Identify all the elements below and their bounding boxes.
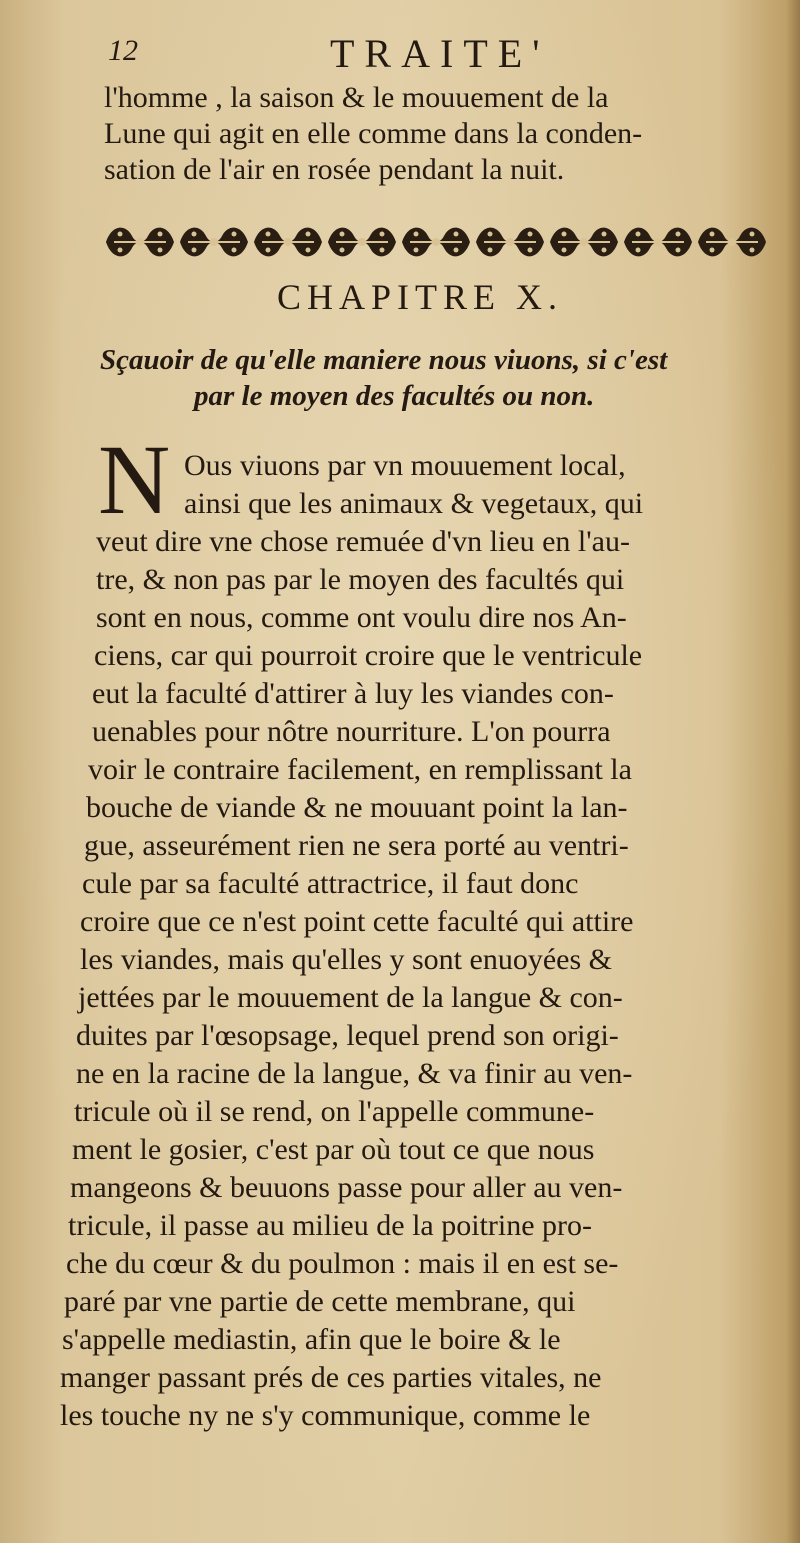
body-line: tre, & non pas par le moyen des facultés qui [96, 563, 625, 596]
body-line: tricule, il passe au milieu de la poitrine pro- [68, 1209, 593, 1242]
body-line: veut dire vne chose remuée d'vn lieu en l'au- [96, 525, 630, 558]
continuation-line: sation de l'air en rosée pendant la nuit. [104, 153, 565, 186]
body-line: gue, asseurément rien ne sera porté au ventri- [84, 829, 629, 862]
page-number: 12 [108, 34, 138, 67]
body-line: ciens, car qui pourroit croire que le ventricule [94, 639, 643, 672]
body-line: les viandes, mais qu'elles y sont enuoyées & [80, 943, 612, 976]
body-line: paré par vne partie de cette membrane, qui [64, 1285, 576, 1318]
page-header [108, 28, 768, 78]
body-line: duites par l'œsopsage, lequel prend son origi- [76, 1019, 619, 1052]
continuation-line: l'homme , la saison & le mouuement de la [104, 81, 609, 114]
continuation-line: Lune qui agit en elle comme dans la conden- [104, 117, 643, 150]
body-line: voir le contraire facilement, en remplissant la [88, 753, 632, 786]
body-line: ne en la racine de la langue, & va finir au ven- [76, 1057, 633, 1090]
body-line: ainsi que les animaux & vegetaux, qui [184, 487, 644, 520]
body-line: bouche de viande & ne mouuant point la lan- [86, 791, 628, 824]
body-line: s'appelle mediastin, afin que le boire & le [62, 1323, 561, 1356]
body-line: croire que ce n'est point cette faculté qui attire [80, 905, 634, 938]
body-line: sont en nous, comme ont voulu dire nos An- [96, 601, 627, 634]
body-line: che du cœur & du poulmon : mais il en est se- [66, 1247, 619, 1280]
body-line: eut la faculté d'attirer à luy les viandes con- [92, 677, 614, 710]
printers-flower-band-icon [104, 218, 770, 266]
body-line: Ous viuons par vn mouuement local, [184, 449, 626, 482]
body-line: ment le gosier, c'est par où tout ce que nous [72, 1133, 595, 1166]
chapter-subtitle-line: Sçauoir de qu'elle maniere nous viuons, si c'est [100, 344, 668, 376]
body-line: tricule où il se rend, on l'appelle commune- [74, 1095, 595, 1128]
running-title: TRAITE' [330, 31, 550, 76]
body-line: les touche ny ne s'y communique, comme le [60, 1399, 591, 1432]
body-line: manger passant prés de ces parties vitales, ne [60, 1361, 602, 1394]
body-line: jettées par le mouuement de la langue & con- [78, 981, 623, 1014]
body-line: uenables pour nôtre nourriture. L'on pourra [92, 715, 611, 748]
drop-cap: N [98, 424, 171, 535]
body-line: mangeons & beuuons passe pour aller au ven- [70, 1171, 623, 1204]
chapter-subtitle-line: par le moyen des facultés ou non. [194, 380, 595, 412]
body-line: cule par sa faculté attractrice, il faut donc [82, 867, 579, 900]
chapter-heading: CHAPITRE X. [276, 277, 563, 317]
